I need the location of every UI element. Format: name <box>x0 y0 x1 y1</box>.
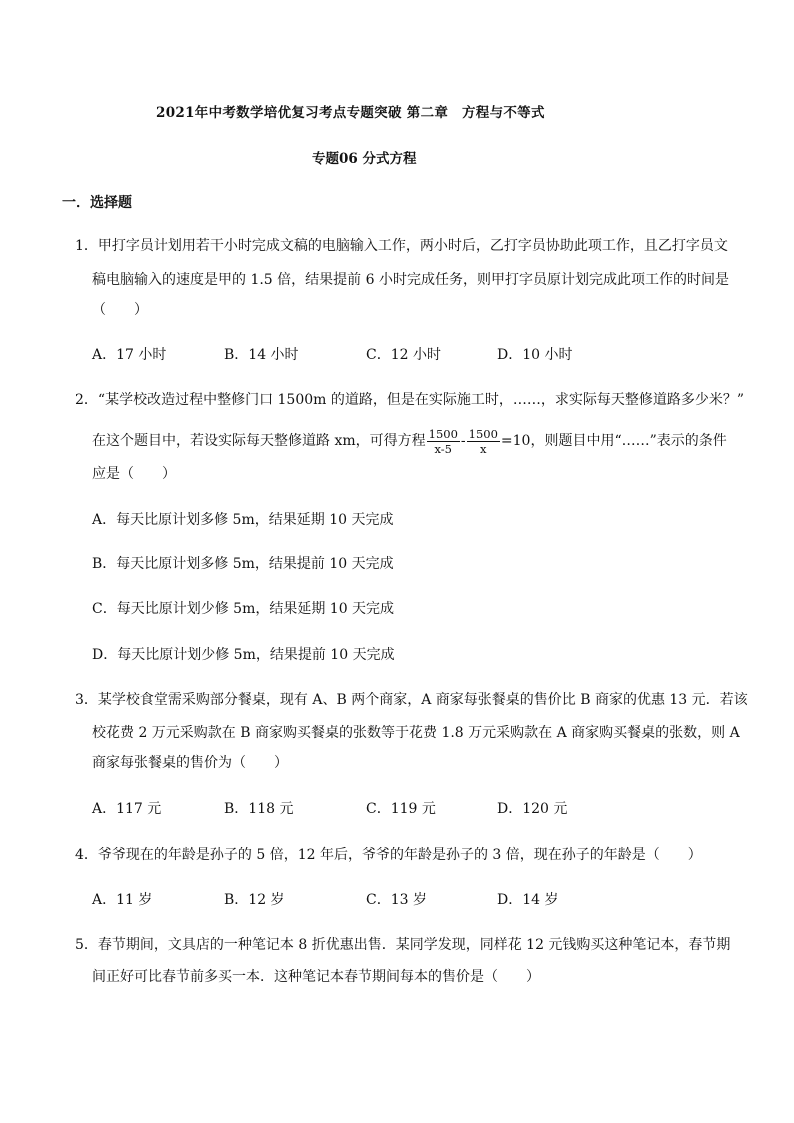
q4-option-b: B．12 岁 <box>224 892 285 908</box>
q2-line3: 应是（ ） <box>92 466 176 482</box>
fraction-2 <box>467 427 500 456</box>
section-heading: 一．选择题 <box>62 195 132 211</box>
q1-line2: 稿电脑输入的速度是甲的 1.5 倍，结果提前 6 小时完成任务，则甲打字员原计划完成此项工作的时间是 <box>92 272 729 288</box>
q4-option-a: A．11 岁 <box>92 892 153 908</box>
q1-line3: （ ） <box>92 302 148 318</box>
q1-option-a: A．17 小时 <box>92 347 167 363</box>
q2-line1: 2．“某学校改造过程中整修门口 1500m 的道路，但是在实际施工时，……，求实际每天整修道路多少米？” <box>75 392 745 408</box>
fraction-1-denominator: x-5 <box>434 441 453 456</box>
q3-option-d: D．120 元 <box>497 801 568 817</box>
q1-line1: 1．甲打字员计划用若干小时完成文稿的电脑输入工作，两小时后，乙打字员协助此项工作，且乙打字员文 <box>75 238 728 254</box>
q5-line2: 间正好可比春节前多买一本．这种笔记本春节期间每本的售价是（ ） <box>92 969 540 985</box>
q2-option-a: A．每天比原计划多修 5m，结果延期 10 天完成 <box>92 512 394 528</box>
q2-line2 <box>92 424 727 458</box>
q1-option-b: B．14 小时 <box>224 347 299 363</box>
q4-line1: 4．爷爷现在的年龄是孙子的 5 倍，12 年后，爷爷的年龄是孙子的 3 倍，现在孙子的年龄是（ ） <box>75 847 702 863</box>
q2-line2-suffix: =10，则题目中用“……”表示的条件 <box>500 433 727 449</box>
q3-option-c: C．119 元 <box>366 801 436 817</box>
fraction-2-numerator: 1500 <box>468 426 498 441</box>
q2-option-c: C．每天比原计划少修 5m，结果延期 10 天完成 <box>92 601 395 617</box>
fraction-1-numerator: 1500 <box>428 426 458 441</box>
q4-option-c: C．13 岁 <box>366 892 427 908</box>
q3-line3: 商家每张餐桌的售价为（ ） <box>92 755 288 771</box>
q3-line2: 校花费 2 万元采购款在 B 商家购买餐桌的张数等于花费 1.8 万元采购款在 A 商家购买餐桌的张数，则 A <box>92 725 740 741</box>
q5-line1: 5．春节期间，文具店的一种笔记本 8 折优惠出售．某同学发现，同样花 12 元钱购买这种笔记本，春节期 <box>75 937 731 953</box>
q2-option-b: B．每天比原计划多修 5m，结果提前 10 天完成 <box>92 556 394 572</box>
q2-option-d: D．每天比原计划少修 5m，结果提前 10 天完成 <box>92 647 395 663</box>
q1-option-c: C．12 小时 <box>366 347 441 363</box>
q3-line1: 3．某学校食堂需采购部分餐桌，现有 A、B 两个商家，A 商家每张餐桌的售价比 B 商家的优惠 13 元．若该 <box>75 692 748 708</box>
q2-line2-prefix: 在这个题目中，若设实际每天整修道路 xm，可得方程 <box>92 433 426 449</box>
fraction-1 <box>427 427 460 456</box>
fraction-2-denominator: x <box>480 441 487 456</box>
q3-option-b: B．118 元 <box>224 801 294 817</box>
minus-sign: - <box>460 433 466 449</box>
document-subtitle: 专题06 分式方程 <box>312 151 417 167</box>
q1-option-d: D．10 小时 <box>497 347 573 363</box>
q3-option-a: A．117 元 <box>92 801 162 817</box>
document-title: 2021年中考数学培优复习考点专题突破 第二章 方程与不等式 <box>156 105 545 121</box>
q4-option-d: D．14 岁 <box>497 892 559 908</box>
